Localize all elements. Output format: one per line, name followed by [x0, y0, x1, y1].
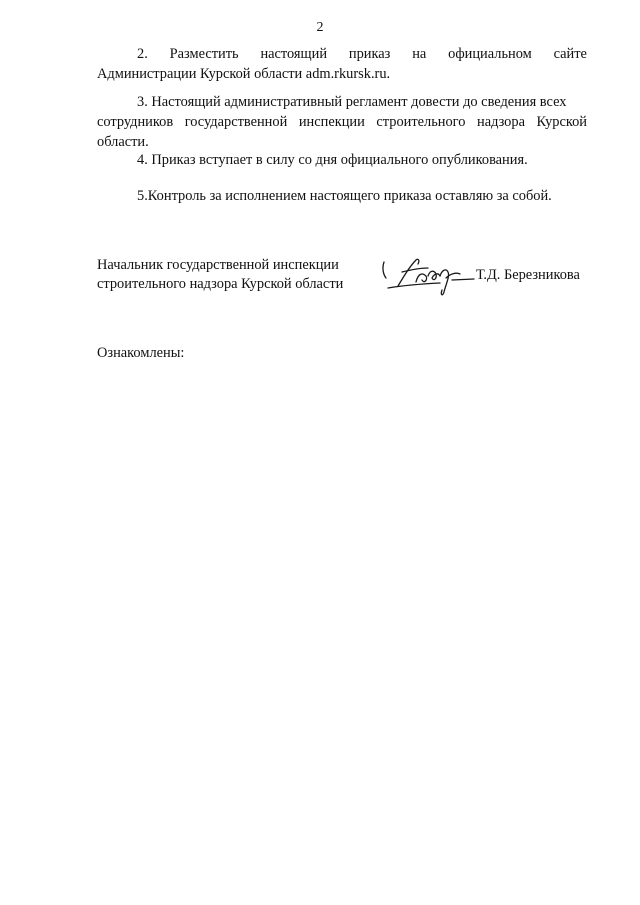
clause-2-word: на	[412, 46, 427, 62]
clause-4	[97, 150, 587, 170]
page-number: 2	[316, 20, 324, 35]
clause-4-text: 4. Приказ вступает в силу со дня официального опубликования.	[137, 152, 528, 168]
signatory-position-line-2: строительного надзора Курской области	[97, 276, 344, 292]
clause-2	[97, 44, 587, 84]
clause-2-word: Разместить	[169, 46, 239, 62]
acquainted-label: Ознакомлены:	[97, 345, 185, 361]
clause-2-word: 2.	[137, 46, 148, 62]
signatory-position	[97, 256, 343, 294]
clause-2-word: приказ	[348, 46, 391, 62]
clause-2-line-1	[97, 44, 587, 64]
clause-3	[97, 92, 587, 152]
clause-3-line-3: области.	[97, 134, 149, 150]
clause-2-word: официальном	[448, 46, 532, 62]
clause-2-word: сайте	[553, 46, 587, 62]
clause-3-line-2: сотрудников государственной инспекции строительного надзора Курской	[97, 114, 587, 130]
clause-2-word: настоящий	[260, 46, 328, 62]
signatory-name: Т.Д. Березникова	[476, 267, 580, 283]
signatory-position-line-1: Начальник государственной инспекции	[97, 257, 339, 273]
clause-5	[97, 186, 587, 206]
clause-3-line-1: 3. Настоящий административный регламент довести до сведения всех	[137, 94, 567, 110]
clause-2-line-2: Администрации Курской области adm.rkursk.ru.	[97, 66, 391, 82]
handwritten-signature	[380, 252, 490, 300]
clause-5-text: 5.Контроль за исполнением настоящего приказа оставляю за собой.	[137, 188, 552, 204]
